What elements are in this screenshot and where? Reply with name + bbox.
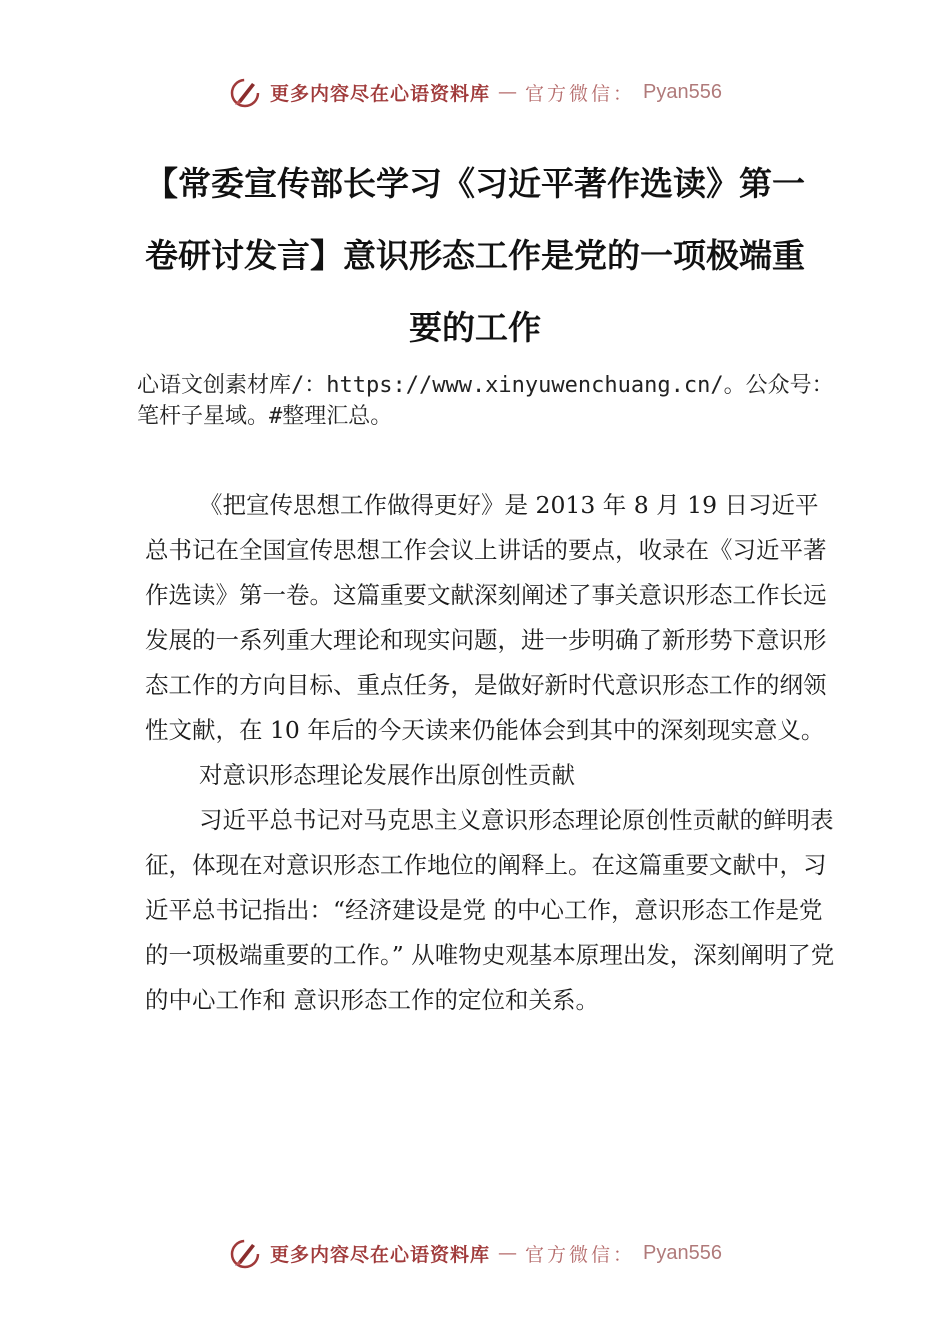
banner-wechat-label: 官方微信： [525, 82, 636, 105]
banner-separator: — [498, 1242, 518, 1264]
footer-banner [0, 1233, 950, 1273]
section-heading: 对意识形态理论发展作出原创性贡献 [199, 761, 576, 789]
document-body [145, 483, 835, 1023]
banner-wechat-label: 官方微信： [525, 1243, 636, 1266]
banner-wechat-id: Pyan556 [643, 1241, 722, 1264]
body-paragraph: 习近平总书记对马克思主义意识形态理论原创性贡献的鲜明表征，体现在对意识形态工作地位的阐释上。在这篇重要文献中，习近平总书记指出：“经济建设是党 的中心工作，意识形态工作是党的一项极端重要的工作。” 从唯物史观基本原理出发，深刻阐明了党的中心工作和 意识形态工作的定位和关系。 [145, 806, 835, 1014]
header-banner [0, 72, 950, 112]
body-paragraph: 《把宣传思想工作做得更好》是 2013 年 8 月 19 日习近平总书记在全国宣传思想工作会议上讲话的要点，收录在《习近平著作选读》第一卷。这篇重要文献深刻阐述了事关意识形态工作长远发展的一系列重大理论和现实问题，进一步明确了新形势下意识形态工作的方向目标、重点任务，是做好新时代意识形态工作的纲领性文献，在 10 年后的今天读来仍能体会到其中的深刻现实意义。 [145, 491, 827, 744]
source-line: 心语文创素材库/：https://www.xinyuwenchuang.cn/。公众号：笔杆子星域。#整理汇总。 [137, 373, 834, 429]
brush-logo-icon [228, 1236, 262, 1270]
banner-wechat-id: Pyan556 [643, 80, 722, 103]
banner-text: 更多内容尽在心语资料库 [270, 1243, 491, 1266]
banner-separator: — [498, 81, 518, 103]
document-title: 【常委宣传部长学习《习近平著作选读》第一卷研讨发言】意识形态工作是党的一项极端重要的工作 [145, 164, 805, 347]
brush-logo-icon [228, 75, 262, 109]
banner-text: 更多内容尽在心语资料库 [270, 82, 491, 105]
